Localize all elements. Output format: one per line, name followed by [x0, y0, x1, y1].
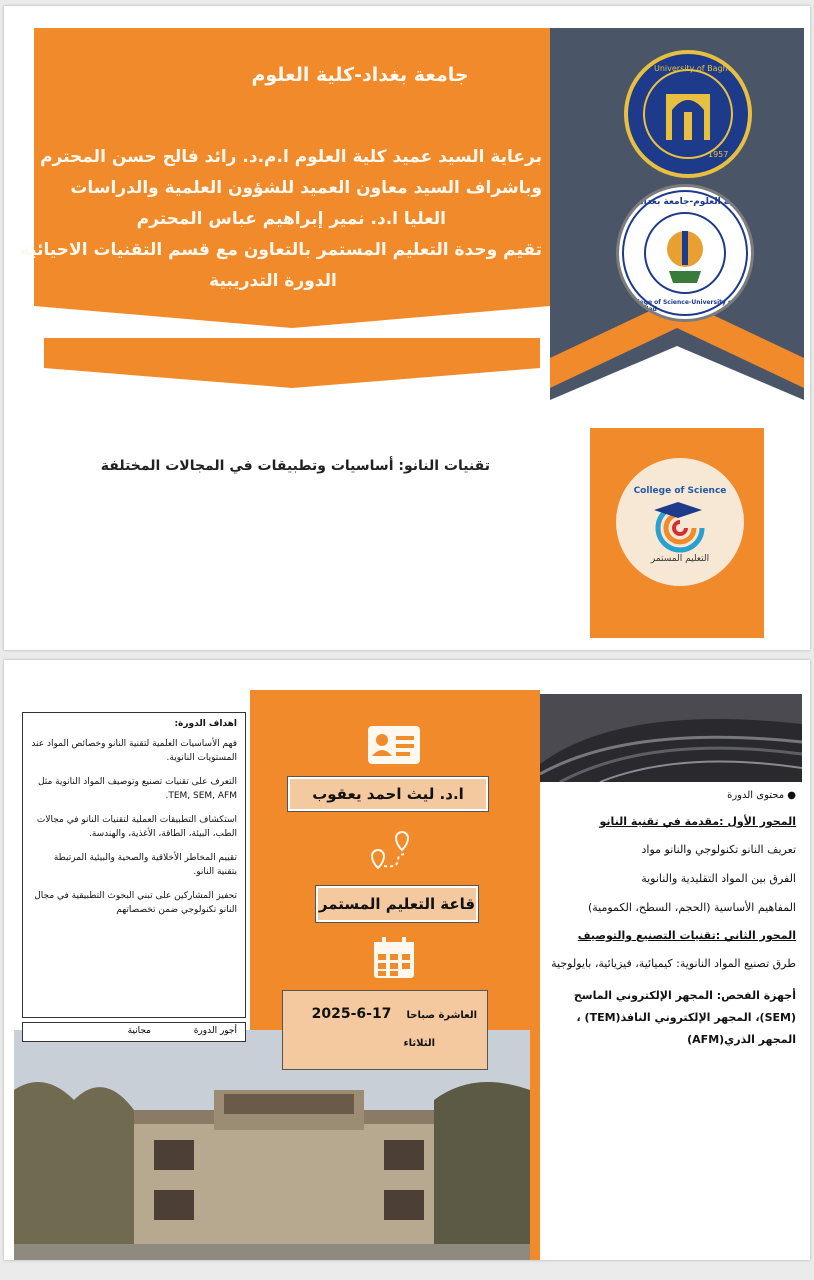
patronage-text	[19, 142, 542, 297]
goals-heading: اهداف الدورة:	[174, 719, 237, 729]
course-content-section	[540, 784, 802, 1051]
content-heading: ● محتوى الدورة	[727, 790, 796, 801]
patronage-line: برعاية السيد عميد كلية العلوم ا.م.د. رائد فالح حسن المحترم	[40, 147, 542, 167]
university-college-title: جامعة بغداد-كلية العلوم	[251, 64, 469, 86]
uob-year-text: 1957	[708, 150, 729, 159]
science-en-text: College of Science-University of Baghdad	[627, 299, 735, 313]
architecture-banner-image	[540, 694, 802, 782]
axis-one-item: تعريف النانو تكنولوجي والنانو مواد	[641, 843, 796, 856]
course-goals-box	[22, 712, 246, 1018]
patronage-line: وباشراف السيد معاون العميد للشؤون العلمية والدراسات	[70, 178, 542, 198]
goal-item: فهم الأساسيات العلمية لتقنية النانو وخصائص المواد عند المستويات النانوية.	[31, 739, 237, 763]
goal-item: التعرف على تقنيات تصنيع وتوصيف المواد النانوية مثل TEM, SEM, AFM.	[37, 777, 237, 801]
venue-box: قاعة التعليم المستمر	[316, 886, 478, 922]
course-fee-box	[22, 1022, 246, 1042]
graduation-swirl-icon	[650, 498, 710, 554]
patronage-line: الدورة التدريبية	[209, 271, 337, 291]
patronage-line: العليا ا.د. نمير إبراهيم عباس المحترم	[136, 209, 446, 229]
college-of-science-logo	[616, 184, 754, 322]
goal-item: تقييم المخاطر الأخلاقية والصحية والبيئية المرتبطة بتقنية النانو.	[53, 853, 237, 877]
content-heading-text: محتوى الدورة	[727, 790, 785, 801]
devices-line: أجهزة الفحص: المجهر الإلكتروني الماسح	[573, 989, 796, 1002]
calendar-icon	[372, 936, 416, 980]
course-day: الثلاثاء	[403, 1038, 435, 1049]
devices-line: (SEM)، المجهر الإلكتروني النافذ(TEM) ،	[576, 1011, 796, 1024]
university-of-baghdad-logo	[624, 50, 752, 178]
continuing-education-logo	[610, 452, 750, 592]
course-date: 17-6-2025	[311, 1006, 392, 1022]
fee-label: أجور الدورة	[193, 1026, 237, 1036]
axis-one-item: المفاهيم الأساسية (الحجم، السطح، الكمومية)	[587, 901, 796, 914]
lecturer-name-box: ا.د. ليث احمد يعقوب	[288, 777, 488, 811]
fee-value: مجانية	[127, 1026, 151, 1036]
axis-two-title: المحور الثاني :تقنيات التصنيع والتوصيف	[577, 929, 796, 942]
patronage-line: تقيم وحدة التعليم المستمر بالتعاون مع قسم التقنيات الاحيائية	[19, 240, 542, 260]
date-time-box	[282, 990, 488, 1070]
axis-two-devices	[546, 985, 796, 1051]
axis-two-item: طرق تصنيع المواد النانوية: كيميائية، فيزيائية، بايولوجية	[551, 957, 796, 970]
axis-one-title: المحور الأول :مقدمة في تقنية النانو	[599, 815, 796, 828]
axis-one-item: الفرق بين المواد التقليدية والنانوية	[641, 872, 796, 885]
science-ar-text: كلية العلوم-جامعة بغداد	[639, 197, 742, 207]
route-pin-icon	[368, 830, 418, 872]
uob-name-text: University of Baghdad	[654, 64, 743, 73]
id-card-icon	[366, 724, 422, 766]
ce-en-text: College of Science	[633, 486, 727, 496]
goal-item: استكشاف التطبيقات العملية لتقنيات النانو في مجالات الطب، البيئة، الطاقة، الأغذية، والهندسة.	[36, 815, 237, 839]
brochure-cover-page	[4, 6, 810, 650]
devices-line: المجهر الذري(AFM)	[687, 1033, 796, 1046]
time-label: العاشرة صباحا	[406, 1010, 477, 1021]
goal-item: تحفيز المشاركين على تبني البحوث التطبيقية في مجال النانو تكنولوجي ضمن تخصصاتهم	[34, 891, 237, 915]
course-title: تقنيات النانو: أساسيات وتطبيقات في المجالات المختلفة	[100, 458, 490, 474]
brochure-details-page	[4, 660, 810, 1260]
ce-ar-text: التعليم المستمر	[650, 554, 710, 564]
